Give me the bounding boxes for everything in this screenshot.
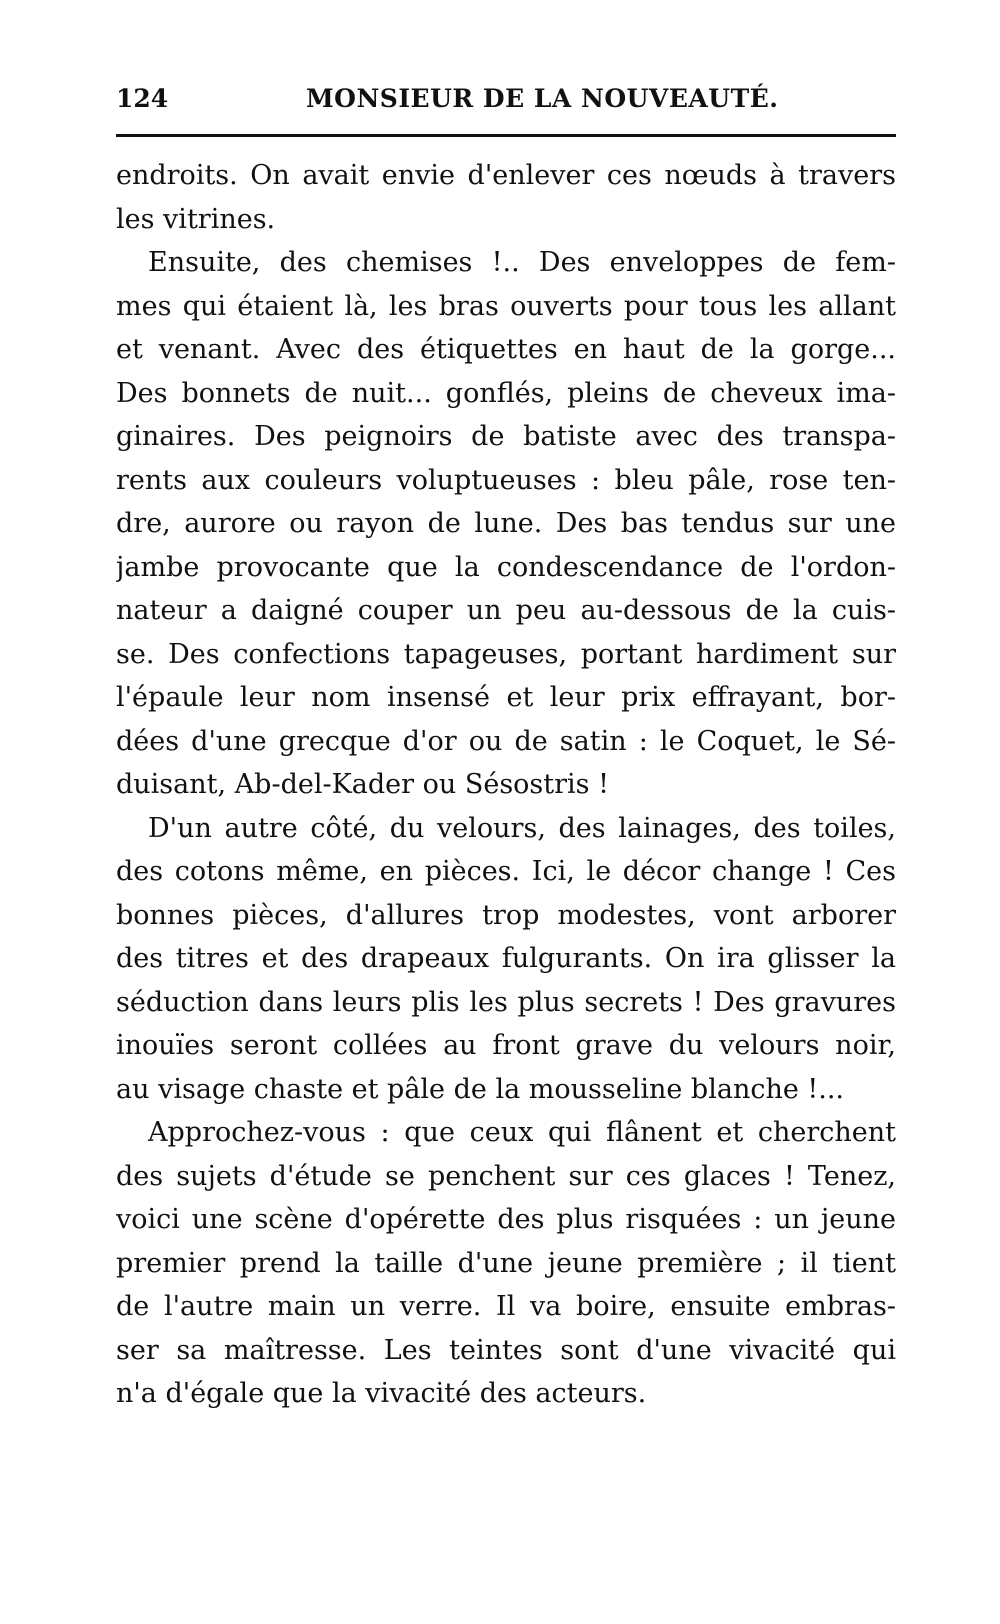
text-line: Ensuite, des chemises !.. Des enveloppes de fem-: [148, 247, 896, 278]
text-line: ginaires. Des peignoirs de batiste avec des transpa-: [116, 421, 896, 452]
text-line: ser sa maîtresse. Les teintes sont d'une vivacité qui: [116, 1334, 896, 1366]
text-line: de l'autre main un verre. Il va boire, ensuite embras-: [116, 1291, 896, 1322]
text-line: D'un autre côté, du velours, des lainages, des toiles,: [148, 812, 896, 844]
text-line: des sujets d'étude se penchent sur ces glaces ! Tenez,: [116, 1160, 896, 1192]
text-line: des cotons même, en pièces. Ici, le décor change ! Ces: [116, 856, 896, 887]
text-line: endroits. On avait envie d'enlever ces nœuds à travers: [116, 160, 896, 191]
page-header: [116, 84, 896, 118]
text-line: dées d'une grecque d'or ou de satin : le Coquet, le Sé-: [116, 725, 896, 757]
text-line: duisant, Ab-del-Kader ou Sésostris !: [116, 769, 609, 800]
text-line: n'a d'égale que la vivacité des acteurs.: [116, 1378, 647, 1409]
running-title: MONSIEUR DE LA NOUVEAUTÉ.: [306, 84, 779, 113]
text-line: se. Des confections tapageuses, portant hardiment sur: [116, 638, 896, 670]
text-line: premier prend la taille d'une jeune première ; il tient: [116, 1247, 896, 1279]
text-line: Approchez-vous : que ceux qui flânent et cherchent: [148, 1117, 896, 1148]
text-line: et venant. Avec des étiquettes en haut de la gorge...: [116, 334, 896, 365]
text-line: rents aux couleurs voluptueuses : bleu pâle, rose ten-: [116, 464, 896, 496]
text-line: Des bonnets de nuit... gonflés, pleins de cheveux ima-: [116, 377, 896, 409]
text-line: voici une scène d'opérette des plus risquées : un jeune: [116, 1204, 896, 1235]
text-line: mes qui étaient là, les bras ouverts pour tous les allant: [116, 290, 896, 322]
text-line: nateur a daigné couper un peu au-dessous de la cuis-: [116, 595, 896, 626]
text-line: l'épaule leur nom insensé et leur prix effrayant, bor-: [116, 682, 896, 713]
page-number: 124: [116, 84, 169, 113]
text-line: bonnes pièces, d'allures trop modestes, vont arborer: [116, 899, 896, 931]
text-line: au visage chaste et pâle de la mousseline blanche !...: [116, 1073, 845, 1105]
text-line: séduction dans leurs plis les plus secrets ! Des gravures: [116, 986, 896, 1018]
text-line: des titres et des drapeaux fulgurants. On ira glisser la: [116, 943, 896, 974]
body-text: [116, 154, 896, 1416]
header-rule: [116, 134, 896, 137]
text-line: dre, aurore ou rayon de lune. Des bas tendus sur une: [116, 508, 896, 539]
text-line: inouïes seront collées au front grave du velours noir,: [116, 1030, 896, 1061]
text-line: les vitrines.: [116, 203, 276, 235]
text-line: jambe provocante que la condescendance de l'ordon-: [116, 551, 896, 583]
